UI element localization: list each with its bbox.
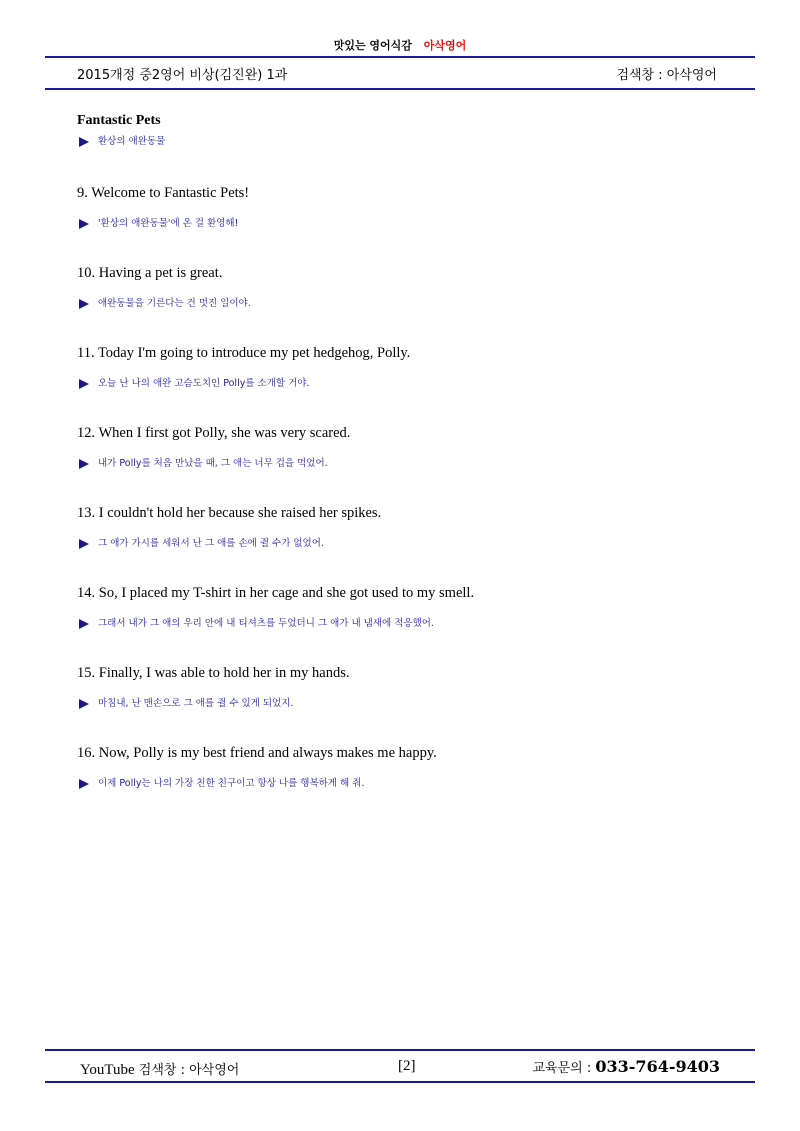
header-top-rule bbox=[45, 56, 755, 58]
sentence-english: 16. Now, Polly is my best friend and always makes me happy. bbox=[77, 745, 437, 761]
arrow-icon bbox=[79, 137, 89, 147]
footer-contact bbox=[533, 1057, 721, 1076]
sentence-korean-text: 오늘 난 나의 애완 고슴도치인 Polly를 소개할 거야. bbox=[98, 378, 310, 389]
header-bottom-rule bbox=[45, 88, 755, 90]
sentence-korean-text: 그래서 내가 그 애의 우리 안에 내 티셔츠를 두었더니 그 애가 내 냄새에 적응했어. bbox=[98, 618, 434, 629]
sentence-korean-text: '환상의 애완동물'에 온 걸 환영해! bbox=[98, 218, 239, 229]
arrow-icon bbox=[79, 379, 89, 389]
sentence-item bbox=[77, 663, 737, 711]
sentence-item bbox=[77, 263, 737, 311]
contact-phone: 033-764-9403 bbox=[595, 1057, 720, 1076]
section-translation-text: 환상의 애완동물 bbox=[98, 136, 166, 147]
sentence-item bbox=[77, 583, 737, 631]
sentence-item bbox=[77, 343, 737, 391]
arrow-icon bbox=[79, 219, 89, 229]
sentence-english: 13. I couldn't hold her because she raised her spikes. bbox=[77, 505, 382, 521]
sentence-korean bbox=[77, 297, 737, 311]
sentence-korean-text: 내가 Polly를 처음 만났을 때, 그 애는 너무 겁을 먹었어. bbox=[98, 458, 328, 469]
sentence-english: 11. Today I'm going to introduce my pet hedgehog, Polly. bbox=[77, 345, 411, 361]
sentence-korean bbox=[77, 617, 737, 631]
sentence-english: 12. When I first got Polly, she was very scared. bbox=[77, 425, 351, 441]
sentence-korean bbox=[77, 537, 737, 551]
sentence-english: 14. So, I placed my T-shirt in her cage and she got used to my smell. bbox=[77, 585, 475, 601]
sentence-english: 10. Having a pet is great. bbox=[77, 265, 223, 281]
brand-banner bbox=[0, 37, 800, 53]
sentence-korean bbox=[77, 697, 737, 711]
sentence-item bbox=[77, 503, 737, 551]
sentence-korean-text: 마침내, 난 맨손으로 그 애를 쥘 수 있게 되었지. bbox=[98, 698, 294, 709]
sentence-english: 9. Welcome to Fantastic Pets! bbox=[77, 185, 250, 201]
arrow-icon bbox=[79, 779, 89, 789]
footer-bottom-rule bbox=[45, 1081, 755, 1083]
sentence-korean-text: 이제 Polly는 나의 가장 친한 친구이고 항상 나를 행복하게 해 줘. bbox=[98, 778, 365, 789]
arrow-icon bbox=[79, 699, 89, 709]
arrow-icon bbox=[79, 299, 89, 309]
sentence-list bbox=[77, 183, 737, 791]
footer-top-rule bbox=[45, 1049, 755, 1051]
page-footer bbox=[80, 1058, 720, 1078]
sentence-korean bbox=[77, 457, 737, 471]
footer-youtube bbox=[80, 1059, 239, 1079]
sentence-item bbox=[77, 423, 737, 471]
arrow-icon bbox=[79, 459, 89, 469]
youtube-label: YouTube bbox=[80, 1062, 135, 1078]
section-translation bbox=[77, 135, 737, 149]
section-title: Fantastic Pets bbox=[77, 113, 161, 128]
course-title: 2015개정 중2영어 비상(김진완) 1과 bbox=[77, 68, 288, 83]
arrow-icon bbox=[79, 619, 89, 629]
sentence-english: 15. Finally, I was able to hold her in my hands. bbox=[77, 665, 350, 681]
sentence-korean bbox=[77, 217, 737, 231]
footer-search: 검색창 : 아삭영어 bbox=[138, 1063, 240, 1078]
sentence-item bbox=[77, 743, 737, 791]
main-content bbox=[77, 113, 737, 791]
contact-label: 교육문의 : bbox=[532, 1061, 596, 1076]
brand-accent: 아삭영어 bbox=[423, 39, 467, 52]
arrow-icon bbox=[79, 539, 89, 549]
sentence-item bbox=[77, 183, 737, 231]
page-number: [2] bbox=[398, 1058, 416, 1074]
page-header bbox=[77, 64, 717, 84]
brand-text: 맛있는 영어식감 bbox=[333, 39, 412, 52]
sentence-korean bbox=[77, 777, 737, 791]
sentence-korean bbox=[77, 377, 737, 391]
sentence-korean-text: 애완동물을 기른다는 건 멋진 일이야. bbox=[98, 298, 251, 309]
header-search: 검색창 : 아삭영어 bbox=[616, 68, 717, 83]
sentence-korean-text: 그 애가 가시를 세워서 난 그 애를 손에 쥘 수가 없었어. bbox=[98, 538, 324, 549]
